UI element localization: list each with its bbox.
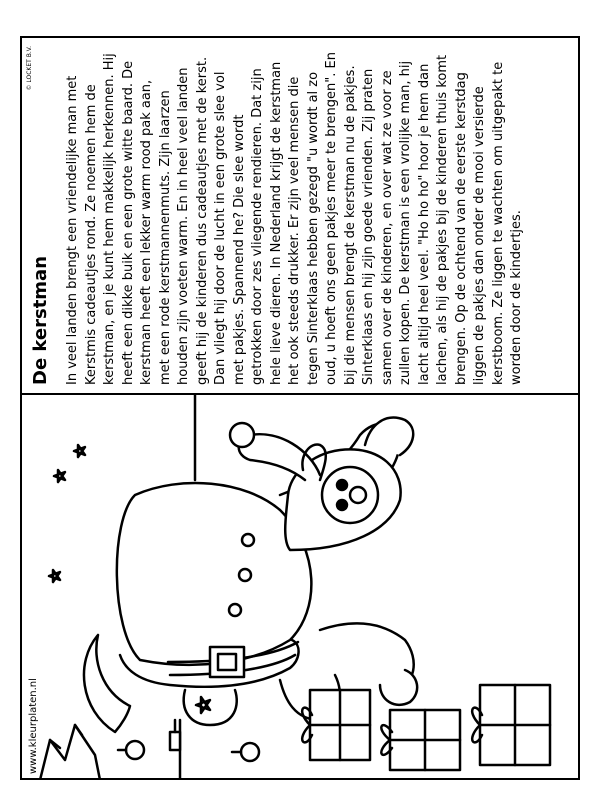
star-icon bbox=[54, 470, 65, 482]
rotated-sheet bbox=[20, 36, 580, 780]
story-panel bbox=[20, 42, 580, 385]
moon-icon bbox=[84, 635, 130, 732]
santa-illustration bbox=[20, 395, 580, 780]
website-label: www.kleurplaten.nl bbox=[28, 678, 39, 774]
gift-icon bbox=[381, 710, 460, 770]
gift-icon bbox=[472, 685, 550, 765]
story-body: In veel landen brengt een vriendelijke man met Kerstmis cadeautjes rond. Ze noemen hem de kerstman, en je kunt hem makkelijk herkennen. Hij heeft een dikke buik en een grote witte baard. De kerstman heeft een lekker warm rood pak aan, met een rode kerstmannenmuts. Zijn laarzen houden zijn voeten warm. En in heel veel landen geeft hij de kinderen dus cadeautjes met de kerst. Dan vliegt hij door de lucht in een grote slee vol met pakjes. Spannend he? Die slee wordt getrokken door zes vliegende rendieren. Dat zijn hele lieve dieren. In Nederland krijgt de kerstman het ook steeds drukker. Er zijn veel mensen die tegen Sinterklaas hebben gezegd "u wordt al zo oud, u hoeft ons geen pakjes meer te brengen". En bij die mensen brengt de kerstman nu de pakjes. Sinterklaas en hij zijn goede vrienden. Zij praten samen over de kinderen, en over wat ze voor ze zullen kopen. De kerstman is een vrolijke man, hij lacht altijd heel veel. "Ho ho ho" hoor je hem dan lachen, als hij de pakjes bij de kinderen thuis komt brengen. Op de ochtend van de eerste kerstdag liggen de pakjes dan onder de mooi versierde kerstboom. Ze liggen te wachten om uitgepakt te worden door de kindertjes. bbox=[65, 52, 524, 385]
gift-icon bbox=[302, 690, 370, 760]
star-icon bbox=[74, 445, 85, 457]
star-icon bbox=[49, 570, 60, 582]
santa-drawing bbox=[20, 395, 580, 780]
christmas-tree-icon bbox=[40, 725, 100, 780]
candle-icon bbox=[170, 720, 180, 750]
copyright-label: © LOCKET B.V. bbox=[26, 46, 33, 91]
ornament-icon bbox=[118, 741, 144, 759]
star-icon bbox=[196, 697, 210, 713]
ornament-icon bbox=[232, 743, 259, 761]
story-title: De kerstman bbox=[30, 255, 51, 385]
